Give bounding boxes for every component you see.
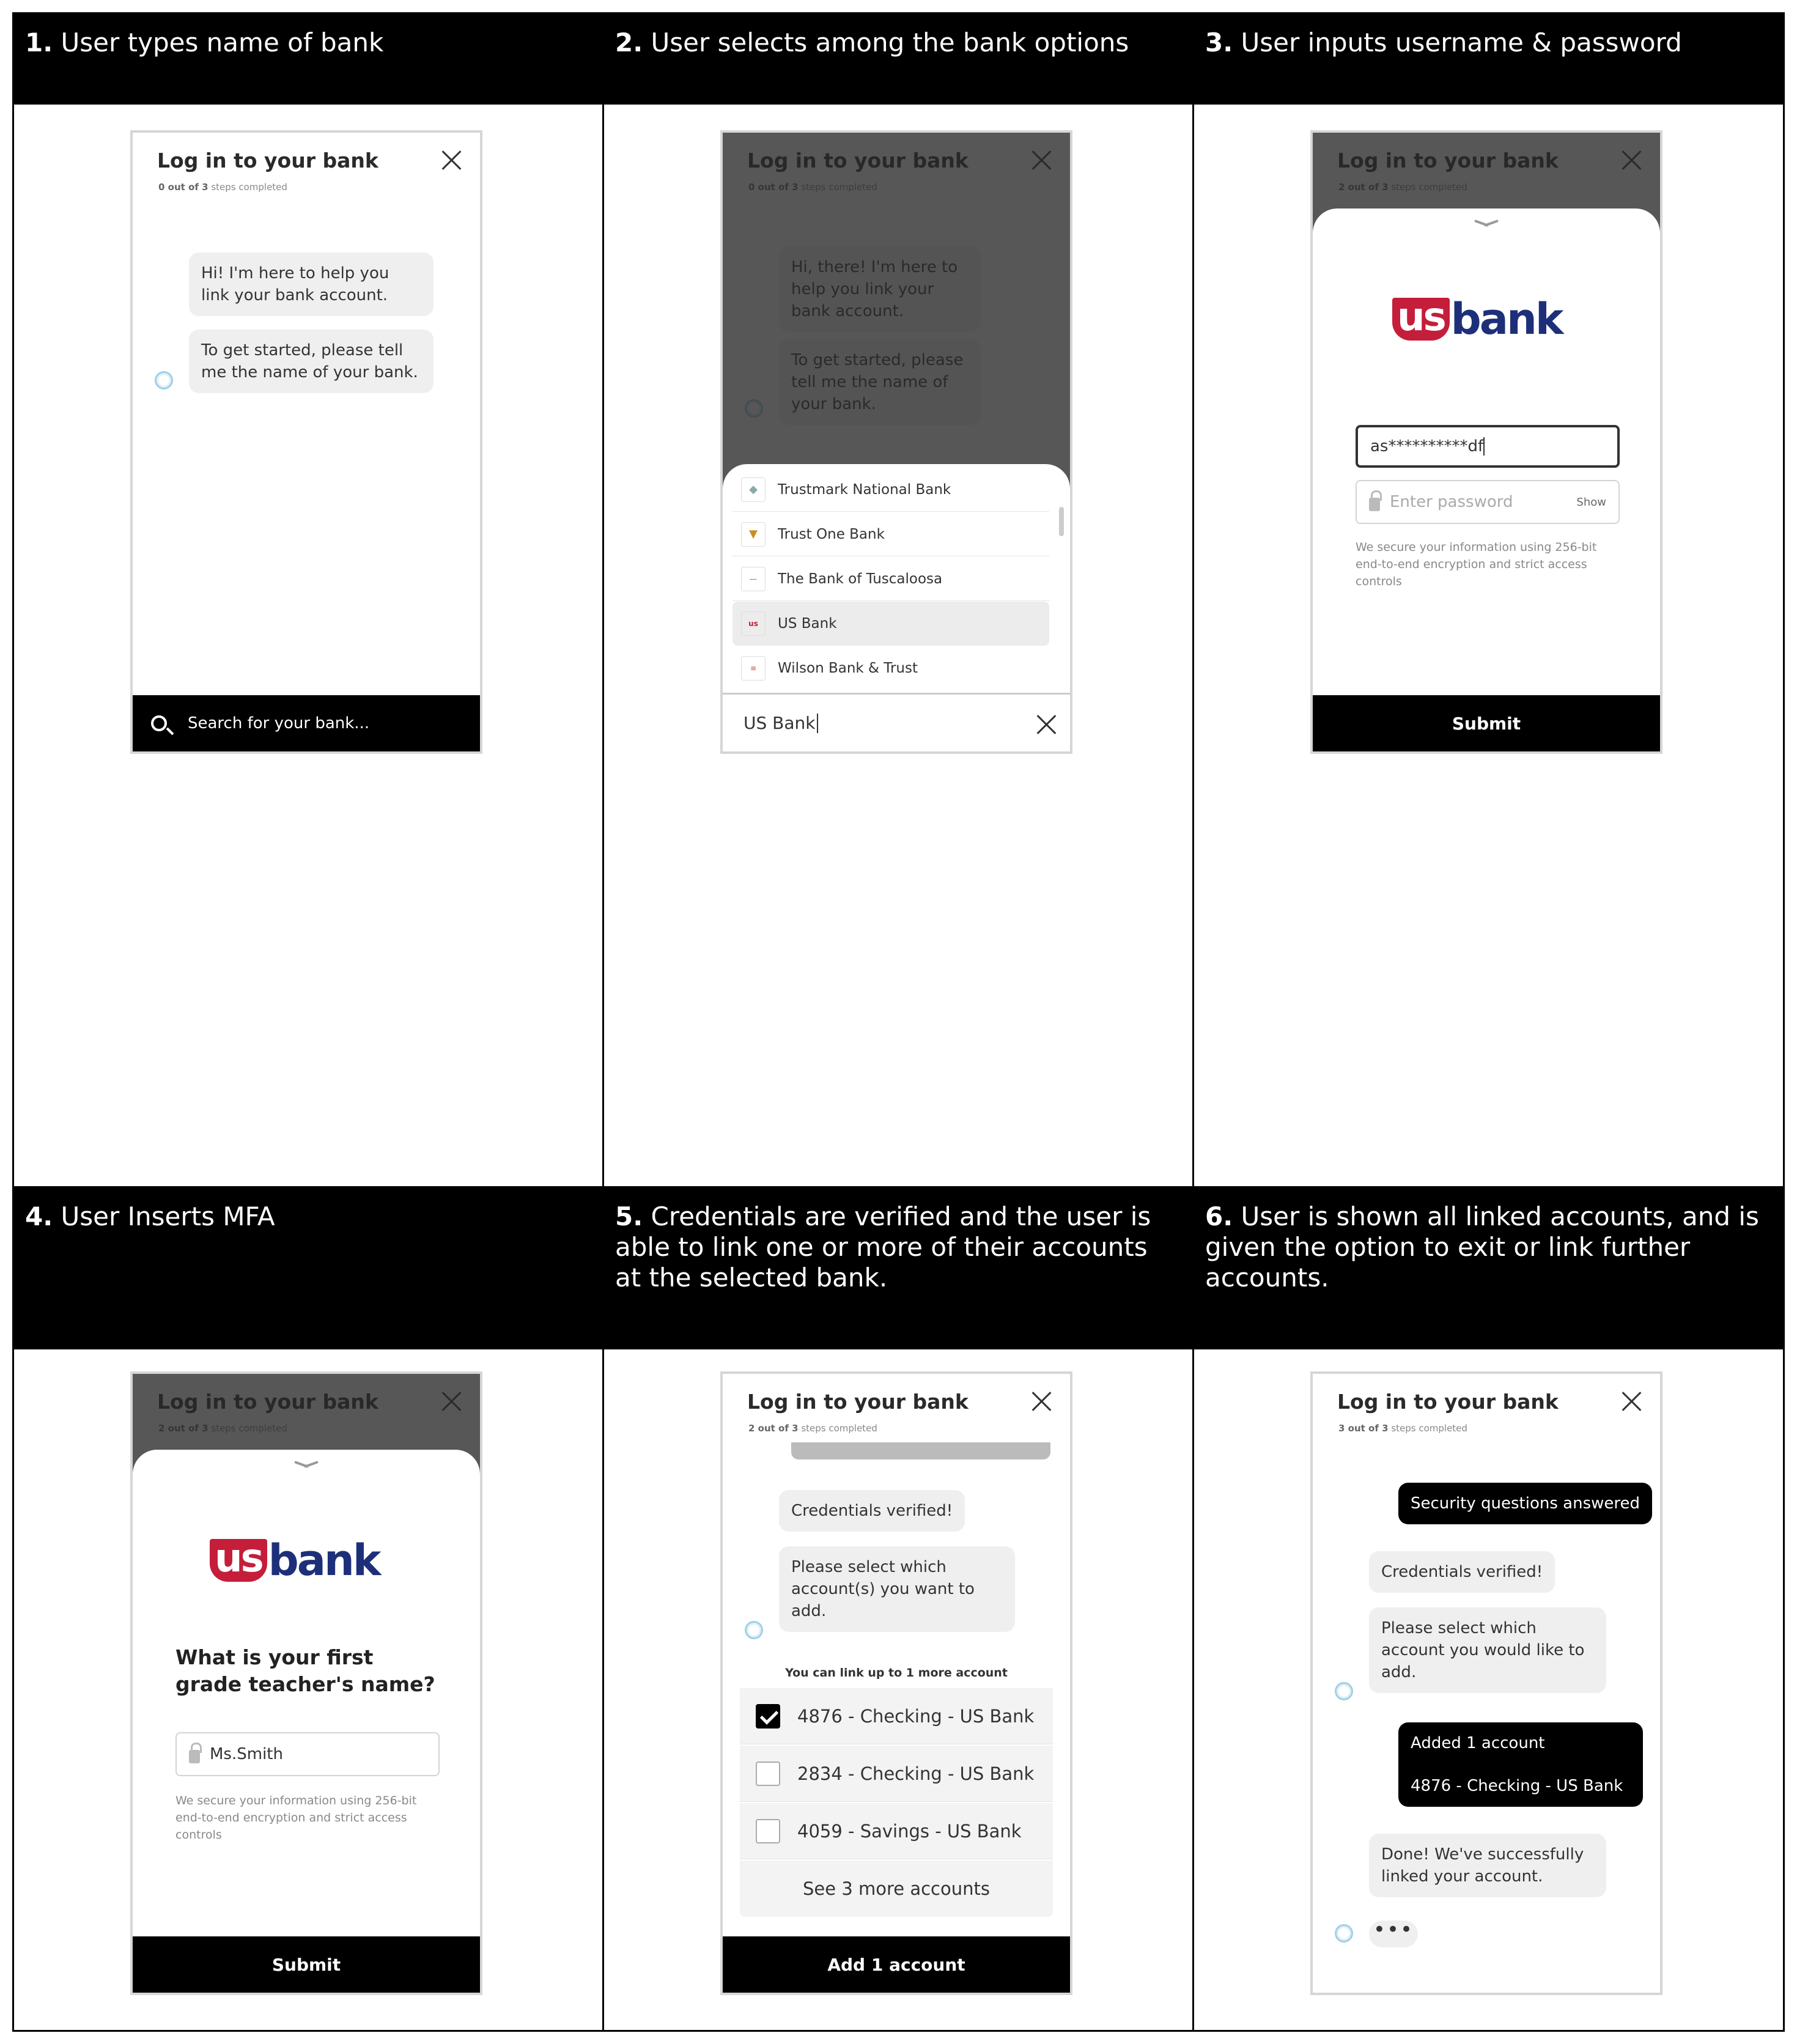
checkbox[interactable] <box>756 1762 780 1786</box>
user-bubble: Security questions answered <box>1398 1483 1652 1524</box>
link-limit-note: You can link up to 1 more account <box>785 1666 1008 1680</box>
submit-button[interactable]: Submit <box>133 1936 480 1993</box>
bank-logo-icon: ▼ <box>741 522 766 547</box>
chat-bubble: Please select which account you would like to add. <box>1369 1607 1606 1693</box>
assistant-avatar-icon <box>155 371 173 389</box>
chat-bubble: To get started, please tell me the name of your bank. <box>189 330 434 393</box>
us-bank-logo: us bank <box>210 1535 379 1585</box>
bank-option[interactable]: ≡ Wilson Bank & Trust <box>732 646 1049 690</box>
login-sheet <box>1313 208 1660 751</box>
bank-logo-icon: ≡ <box>741 656 766 681</box>
assistant-avatar-icon <box>745 1621 763 1639</box>
chat-bubble: Credentials verified! <box>1369 1551 1555 1593</box>
bank-results-sheet <box>723 464 1070 751</box>
chat-bubble: Credentials verified! <box>779 1490 965 1532</box>
phone-frame <box>1310 130 1662 754</box>
password-field[interactable] <box>1356 480 1620 524</box>
account-option[interactable]: 4876 - Checking - US Bank <box>740 1688 1053 1744</box>
panel-header: 6. User is shown all linked accounts, and is given the option to exit or link further accounts. <box>1194 1188 1783 1349</box>
panel-5 <box>602 1186 1194 2032</box>
search-bar[interactable] <box>133 695 480 751</box>
us-bank-logo: us bank <box>1392 294 1562 344</box>
search-input[interactable]: US Bank <box>744 713 816 733</box>
account-option[interactable]: 4059 - Savings - US Bank <box>740 1803 1053 1859</box>
panel-4 <box>12 1186 604 2032</box>
faded-bubble <box>791 1442 1050 1459</box>
username-field[interactable]: as**********df <box>1356 425 1620 468</box>
steps-progress: 3 out of 3 steps completed <box>1338 1423 1467 1434</box>
search-icon <box>151 715 167 731</box>
lock-icon <box>1369 498 1380 511</box>
bank-logo-icon: ◆ <box>741 478 766 502</box>
password-input[interactable]: Enter password <box>1390 493 1513 511</box>
bank-logo-icon: — <box>741 567 766 591</box>
modal-title: Log in to your bank <box>157 149 378 172</box>
user-bubble: Added 1 account 4876 - Checking - US Bank <box>1398 1722 1643 1807</box>
typing-indicator: ••• <box>1369 1920 1418 1947</box>
search-field[interactable] <box>723 693 1070 751</box>
panel-3 <box>1192 12 1785 1189</box>
search-input[interactable]: Search for your bank... <box>188 714 370 732</box>
mfa-question: What is your first grade teacher's name? <box>175 1645 435 1696</box>
phone-frame <box>130 1371 482 1995</box>
modal-title: Log in to your bank <box>747 1390 969 1414</box>
panel-header: 2. User selects among the bank options <box>604 14 1192 105</box>
text-cursor <box>817 714 818 733</box>
chevron-down-icon[interactable] <box>1474 218 1499 231</box>
bank-option[interactable]: ◆ Trustmark National Bank <box>732 468 1049 512</box>
phone-frame <box>130 130 482 754</box>
mfa-sheet <box>133 1450 480 1993</box>
steps-progress: 0 out of 3 steps completed <box>158 182 287 193</box>
chat-bubble: Please select which account(s) you want to add. <box>779 1546 1015 1632</box>
bank-logo-icon: us <box>741 611 766 636</box>
panel-header: 5. Credentials are verified and the user is able to link one or more of their accounts at the selected bank. <box>604 1188 1192 1349</box>
mfa-answer-field[interactable] <box>175 1732 440 1776</box>
submit-button[interactable]: Submit <box>1313 695 1660 751</box>
panel-header: 4. User Inserts MFA <box>14 1188 602 1349</box>
chat-bubble: Hi! I'm here to help you link your bank account. <box>189 253 434 316</box>
panel-header: 1. User types name of bank <box>14 14 602 105</box>
chevron-down-icon[interactable] <box>294 1459 319 1472</box>
checkbox[interactable] <box>756 1819 780 1843</box>
show-password-button[interactable]: Show <box>1576 495 1606 509</box>
chat-bubble: Done! We've successfully linked your account. <box>1369 1834 1606 1897</box>
scrollbar[interactable] <box>1059 507 1064 536</box>
phone-frame <box>1310 1371 1662 1995</box>
panel-6 <box>1192 1186 1785 2032</box>
see-more-accounts-button[interactable]: See 3 more accounts <box>740 1861 1053 1917</box>
bank-option[interactable]: — The Bank of Tuscaloosa <box>732 557 1049 601</box>
close-icon[interactable] <box>1621 1390 1643 1412</box>
mfa-answer-input[interactable]: Ms.Smith <box>210 1745 283 1763</box>
security-note: We secure your information using 256-bit end-to-end encryption and strict access controls <box>175 1794 417 1842</box>
security-note: We secure your information using 256-bit end-to-end encryption and strict access controls <box>1356 541 1597 588</box>
add-account-button[interactable]: Add 1 account <box>723 1936 1070 1993</box>
phone-frame <box>720 1371 1072 1995</box>
modal-title: Log in to your bank <box>1337 1390 1559 1414</box>
clear-icon[interactable] <box>1036 713 1054 731</box>
phone-frame <box>720 130 1072 754</box>
panel-header: 3. User inputs username & password <box>1194 14 1783 105</box>
bank-option[interactable]: ▼ Trust One Bank <box>732 512 1049 556</box>
panel-2 <box>602 12 1194 1189</box>
assistant-avatar-icon <box>1335 1682 1353 1700</box>
text-cursor <box>1483 437 1485 456</box>
close-icon[interactable] <box>441 149 463 171</box>
close-icon[interactable] <box>1031 1390 1053 1412</box>
steps-progress: 2 out of 3 steps completed <box>748 1423 877 1434</box>
lock-icon <box>189 1750 200 1763</box>
bank-option-selected[interactable]: us US Bank <box>732 602 1049 646</box>
panel-1 <box>12 12 604 1189</box>
checkbox-checked[interactable] <box>756 1704 780 1729</box>
account-option[interactable]: 2834 - Checking - US Bank <box>740 1746 1053 1802</box>
assistant-avatar-icon <box>1335 1924 1353 1943</box>
